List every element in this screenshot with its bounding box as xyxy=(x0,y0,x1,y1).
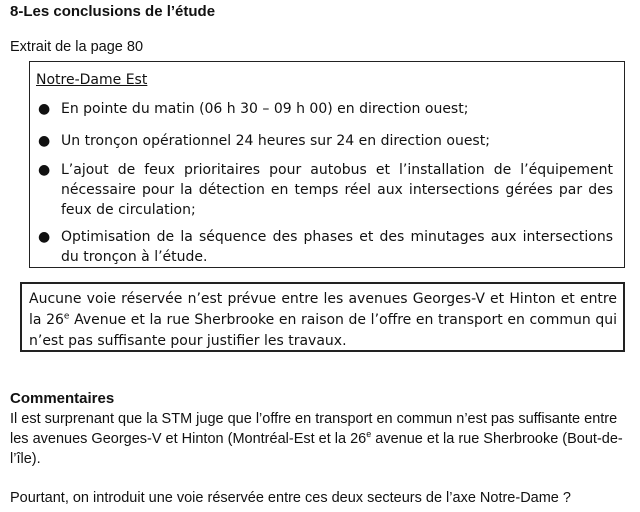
conclusion-box xyxy=(20,282,625,352)
extract-label: Extrait de la page 80 xyxy=(10,39,144,55)
conclusion-text: Aucune voie réservée n’est prévue entre les avenues Georges-V et Hinton et entre la 26e Avenue et la rue Sherbrooke en raison de l’offre en transport en commun qui n’est pas suffisante pour justifier les travaux. xyxy=(29,291,618,349)
list-item: L’ajout de feux prioritaires pour autobus et l’installation de l’équipement nécessaire pour la détection en temps réel aux intersections gérées par des feux de circulation; xyxy=(61,162,613,218)
list-item: Un tronçon opérationnel 24 heures sur 24 en direction ouest; xyxy=(61,133,490,149)
bullet-icon: ● xyxy=(38,133,51,149)
comments-question: Pourtant, on introduit une voie réservée entre ces deux secteurs de l’axe Notre-Dame ? xyxy=(10,490,571,506)
bullet-icon: ● xyxy=(38,162,51,178)
bullet-icon: ● xyxy=(38,101,51,117)
list-item: En pointe du matin (06 h 30 – 09 h 00) en direction ouest; xyxy=(61,101,469,117)
quoted-extract-box xyxy=(29,61,625,268)
bullet-icon: ● xyxy=(38,229,51,245)
box-title: Notre-Dame Est xyxy=(36,72,148,88)
section-heading: 8-Les conclusions de l’étude xyxy=(10,3,216,20)
comments-paragraph: Il est surprenant que la STM juge que l’offre en transport en commun n’est pas suffisante entre les avenues Georges-V et Hinton (Montréal-Est et la 26e avenue et la rue Sherbrooke (Bout-de-l’île). xyxy=(10,411,623,467)
list-item: Optimisation de la séquence des phases et des minutages aux intersections du tronçon à l’étude. xyxy=(61,229,613,265)
comments-title: Commentaires xyxy=(10,390,115,407)
